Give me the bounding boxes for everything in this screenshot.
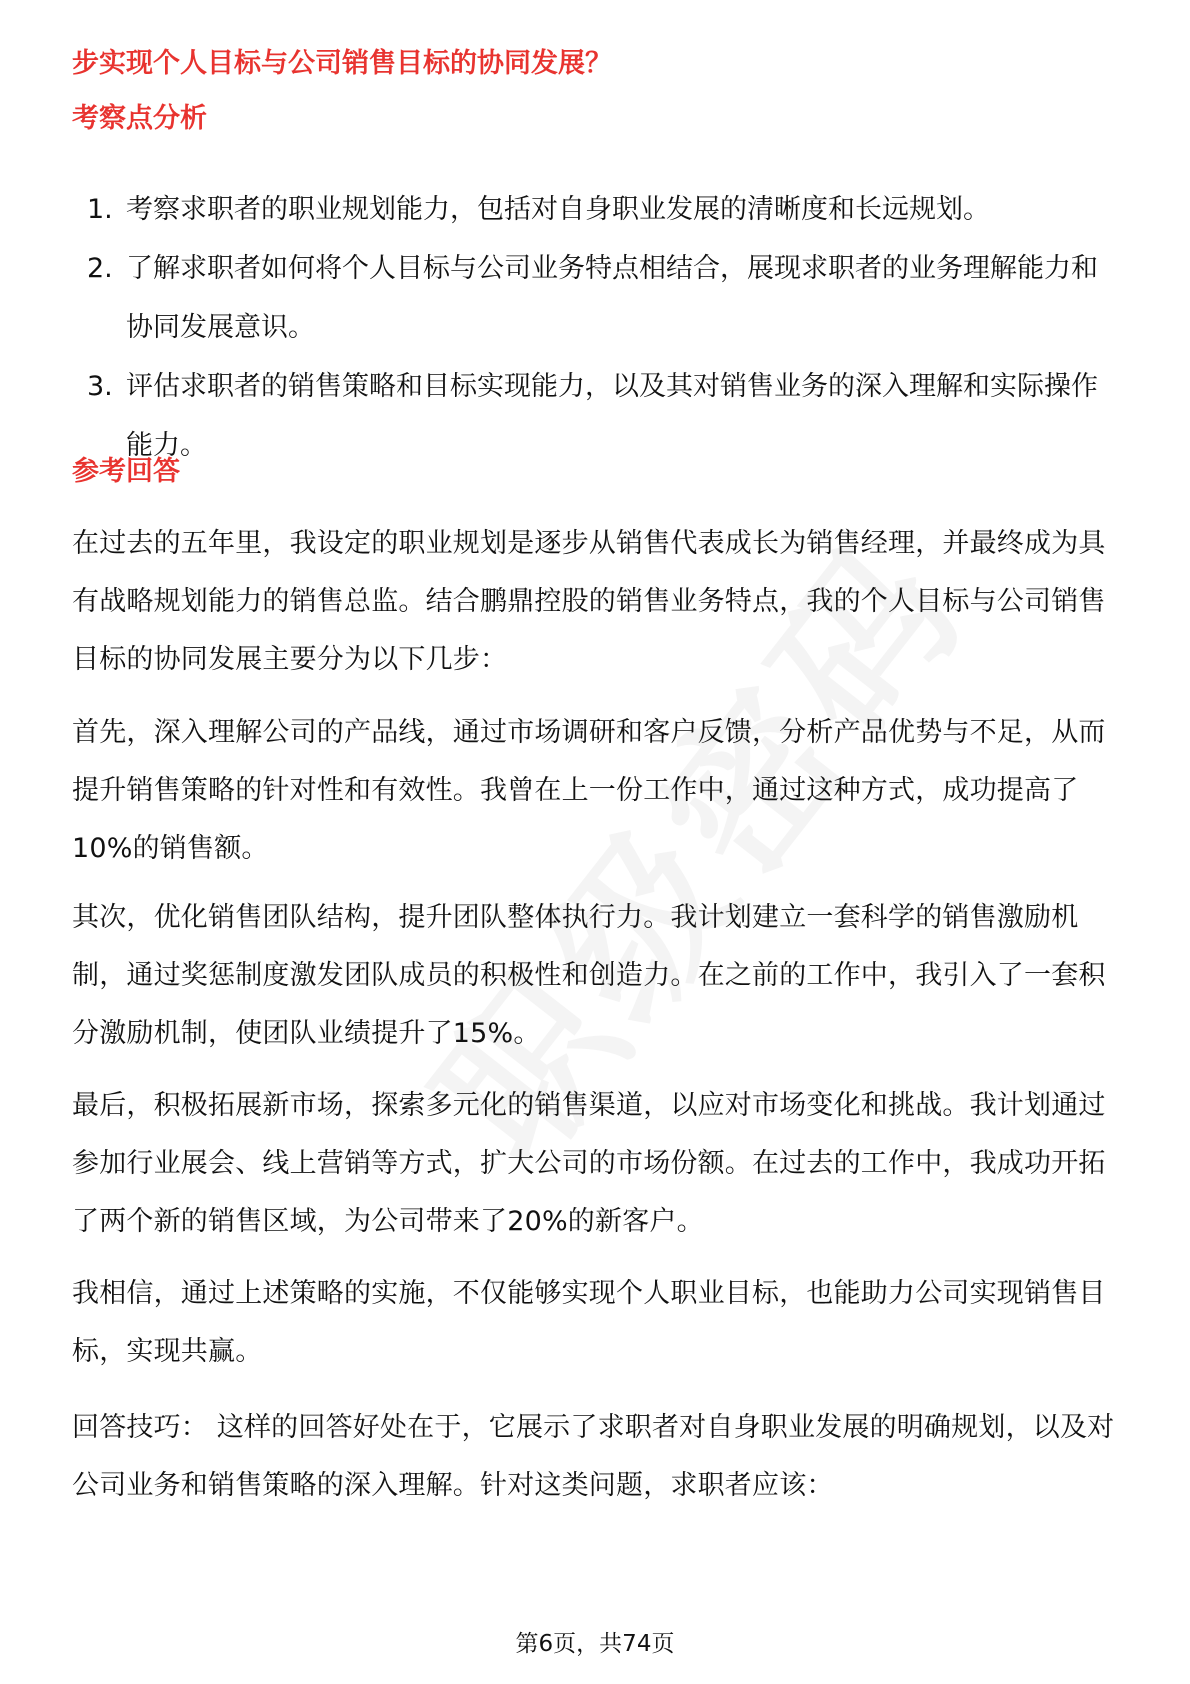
list-item bbox=[72, 180, 1122, 239]
list-item bbox=[72, 239, 1122, 357]
question-title-line: 步实现个人目标与公司销售目标的协同发展？ bbox=[72, 48, 612, 79]
list-text: 考察求职者的职业规划能力，包括对自身职业发展的清晰度和长远规划。 bbox=[126, 194, 990, 225]
analysis-list bbox=[72, 180, 1122, 475]
answer-tips-paragraph: 回答技巧： 这样的回答好处在于，它展示了求职者对自身职业发展的明确规划，以及对公司业务和销售策略的深入理解。针对这类问题，求职者应该： bbox=[72, 1412, 1115, 1501]
answer-paragraph: 在过去的五年里，我设定的职业规划是逐步从销售代表成长为销售经理，并最终成为具有战略规划能力的销售总监。结合鹏鼎控股的销售业务特点，我的个人目标与公司销售目标的协同发展主要分为以下几步： bbox=[72, 528, 1106, 675]
list-number: 2. bbox=[87, 253, 113, 284]
answer-paragraph: 其次，优化销售团队结构，提升团队整体执行力。我计划建立一套科学的销售激励机制，通过奖惩制度激发团队成员的积极性和创造力。在之前的工作中，我引入了一套积分激励机制，使团队业绩提升了15%。 bbox=[72, 902, 1106, 1049]
analysis-heading: 考察点分析 bbox=[72, 103, 207, 134]
answer-paragraph: 最后，积极拓展新市场，探索多元化的销售渠道，以应对市场变化和挑战。我计划通过参加行业展会、线上营销等方式，扩大公司的市场份额。在过去的工作中，我成功开拓了两个新的销售区域，为公司带来了20%的新客户。 bbox=[72, 1090, 1106, 1237]
page-number: 第6页，共74页 bbox=[515, 1631, 675, 1657]
list-text: 了解求职者如何将个人目标与公司业务特点相结合，展现求职者的业务理解能力和协同发展意识。 bbox=[126, 253, 1098, 343]
list-number: 1. bbox=[87, 194, 113, 225]
list-number: 3. bbox=[87, 371, 113, 402]
answer-heading: 参考回答 bbox=[72, 456, 180, 487]
list-item bbox=[72, 357, 1122, 475]
answer-paragraph: 首先，深入理解公司的产品线，通过市场调研和客户反馈，分析产品优势与不足，从而提升销售策略的针对性和有效性。我曾在上一份工作中，通过这种方式，成功提高了10%的销售额。 bbox=[72, 717, 1106, 864]
answer-paragraph: 我相信，通过上述策略的实施，不仅能够实现个人职业目标，也能助力公司实现销售目标，实现共赢。 bbox=[72, 1278, 1106, 1367]
list-text: 评估求职者的销售策略和目标实现能力，以及其对销售业务的深入理解和实际操作能力。 bbox=[126, 371, 1098, 461]
